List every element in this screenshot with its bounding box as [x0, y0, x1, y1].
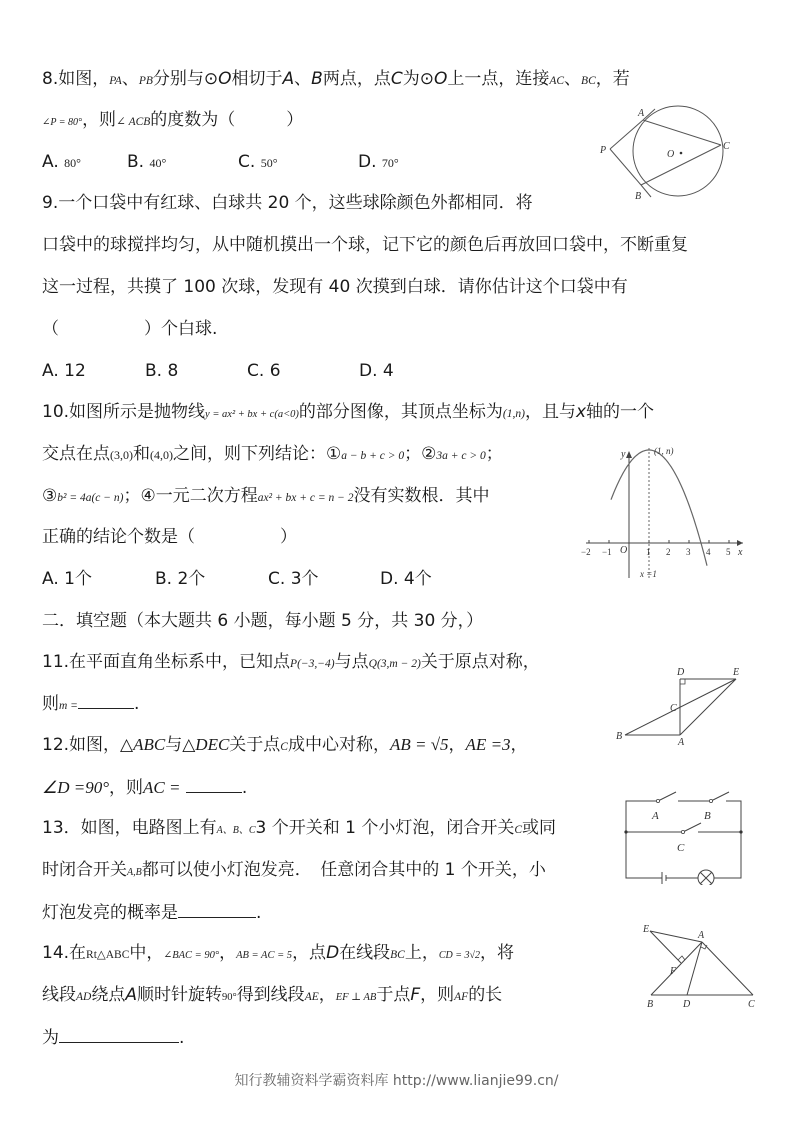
- tick-label: −1: [602, 547, 612, 557]
- text: 与点: [334, 652, 369, 672]
- switch-b: [711, 792, 729, 801]
- text: 轴的一个: [586, 402, 655, 422]
- origin-label: O: [620, 545, 628, 556]
- label-a: A: [698, 930, 705, 941]
- option-label: B.: [145, 361, 163, 381]
- q9-line-2: 口袋中的球搅拌均匀，从中随机摸出一个球，记下它的颜色后再放回口袋中，不断重复: [42, 235, 688, 255]
- math-bc: BC: [581, 75, 596, 87]
- math-ab-ac: AB = AC = 5: [236, 950, 293, 961]
- junction-dot: [739, 830, 742, 833]
- math-conclusion-1: a − b + c > 0: [341, 450, 405, 462]
- text: 11.在平面直角坐标系中，已知点: [42, 652, 291, 672]
- label-c: C: [670, 703, 677, 714]
- text: .: [133, 694, 140, 714]
- math-af: AF: [454, 991, 469, 1003]
- text: .: [179, 1028, 185, 1048]
- text: 相切于: [231, 69, 283, 89]
- vertex-label: (1, n): [654, 446, 674, 456]
- q14-line-3: [42, 1026, 184, 1049]
- segment-ef: [650, 931, 681, 963]
- q8-option-c: [238, 151, 278, 174]
- math-pb: PB: [138, 75, 153, 87]
- q12-line-2: [42, 776, 247, 799]
- option-label: B.: [155, 569, 173, 589]
- y-axis-arrow: [626, 451, 632, 458]
- q10-option-d: [380, 568, 432, 590]
- math-90-deg: 90°: [221, 992, 237, 1003]
- q10-line-2: [42, 443, 503, 467]
- text: 绕点: [91, 985, 126, 1005]
- tick-label: 5: [726, 547, 731, 557]
- math-conclusion-3: b² = 4a(c − n): [57, 492, 124, 504]
- right-angle-mark: [680, 679, 685, 684]
- math-cd: CD = 3√2: [438, 950, 480, 961]
- wire-right: [724, 801, 741, 878]
- q11-line-1: [42, 651, 540, 675]
- q8-line-1: [42, 68, 630, 92]
- text: ；④一元二次方程: [123, 486, 258, 506]
- q10-line-4: 正确的结论个数是（ ）: [42, 527, 297, 547]
- option-value: 6: [269, 361, 281, 381]
- text: 、: [564, 69, 582, 89]
- text: ，则: [82, 110, 117, 130]
- x-label: x: [738, 547, 743, 558]
- option-value: 4个: [403, 569, 432, 589]
- label-c: C: [748, 999, 755, 1007]
- math-x: x: [575, 402, 587, 422]
- text: ，: [219, 943, 237, 963]
- label-b: B: [704, 810, 711, 822]
- segment-ae: [650, 931, 702, 942]
- q10-option-c: [268, 568, 319, 590]
- label-d: D: [683, 999, 691, 1007]
- q9-option-a: [42, 360, 86, 382]
- answer-blank[interactable]: [178, 901, 256, 918]
- text: 的部分图像，其顶点坐标为: [298, 402, 503, 422]
- math-m: m =: [59, 700, 78, 712]
- q10-parabola-figure: [578, 443, 748, 587]
- math-c: C: [514, 824, 523, 836]
- label-b: B: [616, 731, 623, 742]
- answer-blank[interactable]: [59, 1026, 179, 1043]
- switch-c: [683, 823, 701, 832]
- math-o: O: [433, 69, 448, 89]
- math-pa: PA: [109, 75, 122, 87]
- math-angle-bac: ∠BAC = 90°: [163, 950, 220, 961]
- option-value: 2个: [177, 569, 206, 589]
- tangent-pa: [610, 120, 643, 149]
- text: ，: [510, 735, 528, 755]
- label-a: A: [638, 108, 645, 119]
- math-c: C: [390, 69, 403, 89]
- text: 14.在: [42, 943, 87, 963]
- math-ab: AB = √5: [389, 735, 449, 754]
- q8-option-d: [358, 151, 399, 174]
- option-label: A.: [42, 569, 59, 589]
- math-d: D: [326, 943, 340, 963]
- tangent-ext: [643, 109, 655, 120]
- math-point-p: P(−3,−4): [290, 658, 335, 670]
- text: 与△: [165, 735, 196, 755]
- text: 于点: [376, 985, 411, 1005]
- center-dot: [680, 152, 683, 155]
- segment-ac: [702, 942, 753, 995]
- text: 则: [42, 694, 59, 714]
- answer-blank[interactable]: [78, 692, 134, 709]
- text: 的长: [468, 985, 503, 1005]
- option-label: C.: [247, 361, 265, 381]
- math-bc: BC: [390, 949, 405, 961]
- text: ，且与: [524, 402, 576, 422]
- label-b: B: [635, 191, 642, 202]
- text: 成中心对称，: [287, 735, 390, 755]
- q8-option-a: [42, 151, 81, 174]
- text: 上一点，连接: [447, 69, 550, 89]
- text: 线段: [42, 985, 76, 1005]
- math-ae: AE =3: [465, 735, 511, 754]
- math-o: O: [218, 69, 232, 89]
- segment-ae: [680, 679, 736, 735]
- text: 中，: [129, 943, 164, 963]
- label-c: C: [677, 842, 685, 854]
- text: ③: [42, 486, 58, 506]
- math-point: (4,0): [150, 448, 173, 462]
- chord-ac: [643, 120, 721, 145]
- text: 之间，则下列结论：①: [173, 444, 342, 464]
- text: .: [241, 778, 248, 798]
- text: 得到线段: [236, 985, 305, 1005]
- q13-line-2: [42, 859, 546, 884]
- option-label: C.: [268, 569, 286, 589]
- math-ad: AD: [76, 991, 92, 1003]
- text: ，将: [480, 943, 514, 963]
- q13-line-1: [42, 817, 556, 842]
- q8-circle-figure: [595, 103, 745, 207]
- text: 或同: [522, 818, 557, 838]
- text: ，: [318, 985, 336, 1005]
- q9-line-3: 这一过程，共摸了 100 次球，发现有 40 次摸到白球．请你估计这个口袋中有: [42, 277, 628, 297]
- y-label: y: [621, 449, 626, 460]
- math-dec: DEC: [195, 735, 230, 754]
- q12-line-1: [42, 734, 528, 758]
- text: 12.如图，△: [42, 735, 134, 755]
- label-a: A: [678, 737, 685, 745]
- label-d: D: [677, 667, 685, 678]
- tick-label: 1: [646, 547, 651, 557]
- text: ，则: [109, 778, 144, 798]
- q10-line-3: [42, 485, 490, 509]
- option-value: 3个: [290, 569, 319, 589]
- tick-label: 3: [686, 547, 691, 557]
- text: 3 个开关和 1 个小灯泡，闭合开关: [255, 818, 515, 838]
- math-switches: A、B、C: [216, 825, 256, 836]
- q12-triangle-figure: [608, 660, 748, 749]
- option-label: A.: [42, 152, 59, 172]
- math-ef-perp-ab: EF ⊥ AB: [335, 992, 377, 1003]
- q13-line-3: [42, 901, 261, 924]
- label-a: A: [652, 810, 659, 822]
- junction-dot: [624, 830, 627, 833]
- option-label: D.: [358, 152, 377, 172]
- text: ；: [485, 444, 503, 464]
- math-f: F: [410, 985, 421, 1005]
- text: ，则: [420, 985, 455, 1005]
- label-e: E: [643, 924, 650, 935]
- option-value: 70°: [381, 156, 399, 170]
- text: 和: [133, 444, 150, 464]
- math-point: (3,0): [110, 448, 133, 462]
- math-conclusion-4: ax² + bx + c = n − 2: [257, 492, 354, 504]
- option-label: B.: [127, 152, 145, 172]
- right-angle-mark-f: [678, 956, 685, 960]
- text: 在线段: [339, 943, 391, 963]
- chord-bc: [641, 145, 721, 185]
- answer-blank[interactable]: [186, 776, 242, 793]
- answer-blank: 的度数为（ ）: [150, 110, 304, 130]
- math-angle-p: ∠P = 80°: [42, 117, 83, 128]
- q14-triangle-figure: [638, 922, 763, 1011]
- text: ，若: [595, 69, 630, 89]
- x-axis-arrow: [737, 540, 743, 546]
- tick-label: 4: [706, 547, 711, 557]
- math-angle-acb: ∠ ACB: [116, 116, 151, 128]
- label-p: P: [600, 145, 607, 156]
- text: 10.如图所示是抛物线: [42, 402, 206, 422]
- text: 分别与⊙: [152, 69, 219, 89]
- switch-a: [658, 792, 676, 801]
- tangent-ext: [641, 185, 651, 197]
- label-c: C: [723, 141, 730, 152]
- math-ae: AE: [304, 991, 319, 1003]
- option-value: 1个: [64, 569, 92, 589]
- math-ac: AC: [549, 75, 565, 87]
- math-ab: A,B: [127, 867, 142, 878]
- text: 、: [121, 69, 139, 89]
- text: ，: [448, 735, 466, 755]
- option-value: 50°: [260, 156, 278, 170]
- math-point-q: Q(3,m − 2): [368, 658, 421, 670]
- option-value: 4: [382, 361, 394, 381]
- math-ac: AC =: [143, 778, 181, 797]
- text: 时闭合开关: [42, 860, 127, 880]
- text: 关于原点对称，: [420, 652, 540, 672]
- q13-circuit-figure: [620, 790, 750, 889]
- section-heading: 二．填空题（本大题共 6 小题，每小题 5 分，共 30 分，）: [42, 611, 484, 631]
- text: ，点: [292, 943, 327, 963]
- text: .: [256, 903, 262, 923]
- option-value: 80°: [64, 156, 81, 170]
- q11-line-2: [42, 692, 139, 717]
- label-b: B: [647, 999, 654, 1007]
- q9-option-b: [145, 360, 178, 382]
- text: 关于点: [229, 735, 281, 755]
- label-o: O: [667, 149, 675, 160]
- footer-watermark: 知行教辅资料学霸资料库 http://www.lianjie99.cn/: [234, 1073, 559, 1089]
- text: 13．如图，电路图上有: [42, 818, 217, 838]
- text: 上，: [404, 943, 439, 963]
- q8-line-2: [42, 109, 303, 134]
- q8-option-b: [127, 151, 166, 174]
- tick-label: 2: [666, 547, 671, 557]
- math-abc: ABC: [133, 735, 166, 754]
- math-b: B: [311, 69, 323, 89]
- text: 都可以使小灯泡发亮． 任意闭合其中的 1 个开关，小: [141, 860, 546, 880]
- q10-option-a: [42, 568, 92, 590]
- text: 顺时针旋转: [136, 985, 222, 1005]
- q9-line-4: （ ）个白球.: [42, 319, 218, 339]
- option-label: C.: [238, 152, 256, 172]
- axis-label: x =1: [640, 569, 657, 579]
- option-value: 12: [64, 361, 86, 381]
- text: 为: [42, 1028, 59, 1048]
- option-label: A.: [42, 361, 59, 381]
- q10-line-1: [42, 401, 654, 426]
- q9-line-1: 9.一个口袋中有红球、白球共 20 个，这些球除颜色外都相同．将: [42, 193, 533, 213]
- math-a: A: [125, 985, 137, 1005]
- q14-line-2: [42, 984, 502, 1009]
- option-label: D.: [359, 361, 378, 381]
- option-value: 40°: [149, 156, 167, 170]
- text: 、: [294, 69, 312, 89]
- text: 交点在点: [42, 444, 110, 464]
- text: 为⊙: [402, 69, 434, 89]
- q8-number: 8.如图，: [42, 69, 110, 89]
- math-conclusion-2: 3a + c > 0: [436, 450, 486, 462]
- text: 两点，点: [322, 69, 391, 89]
- math-angle-d: ∠D =90°: [42, 778, 110, 797]
- math-rt-triangle: Rt△ABC: [86, 949, 130, 961]
- math-c: C: [280, 741, 288, 753]
- q9-option-d: [359, 360, 394, 382]
- tick-label: −2: [581, 547, 591, 557]
- text: 没有实数根．其中: [353, 486, 490, 506]
- q9-option-c: [247, 360, 281, 382]
- q10-option-b: [155, 568, 205, 590]
- option-value: 8: [167, 361, 179, 381]
- q14-line-1: [42, 942, 514, 967]
- label-e: E: [733, 667, 740, 678]
- option-label: D.: [380, 569, 399, 589]
- math-parabola: y = ax² + bx + c(a<0): [205, 409, 299, 420]
- math-a: A: [282, 69, 295, 89]
- label-f: F: [670, 966, 677, 977]
- text: ；②: [404, 444, 437, 464]
- text: 灯泡发亮的概率是: [42, 903, 178, 923]
- math-vertex: (1,n): [502, 408, 525, 420]
